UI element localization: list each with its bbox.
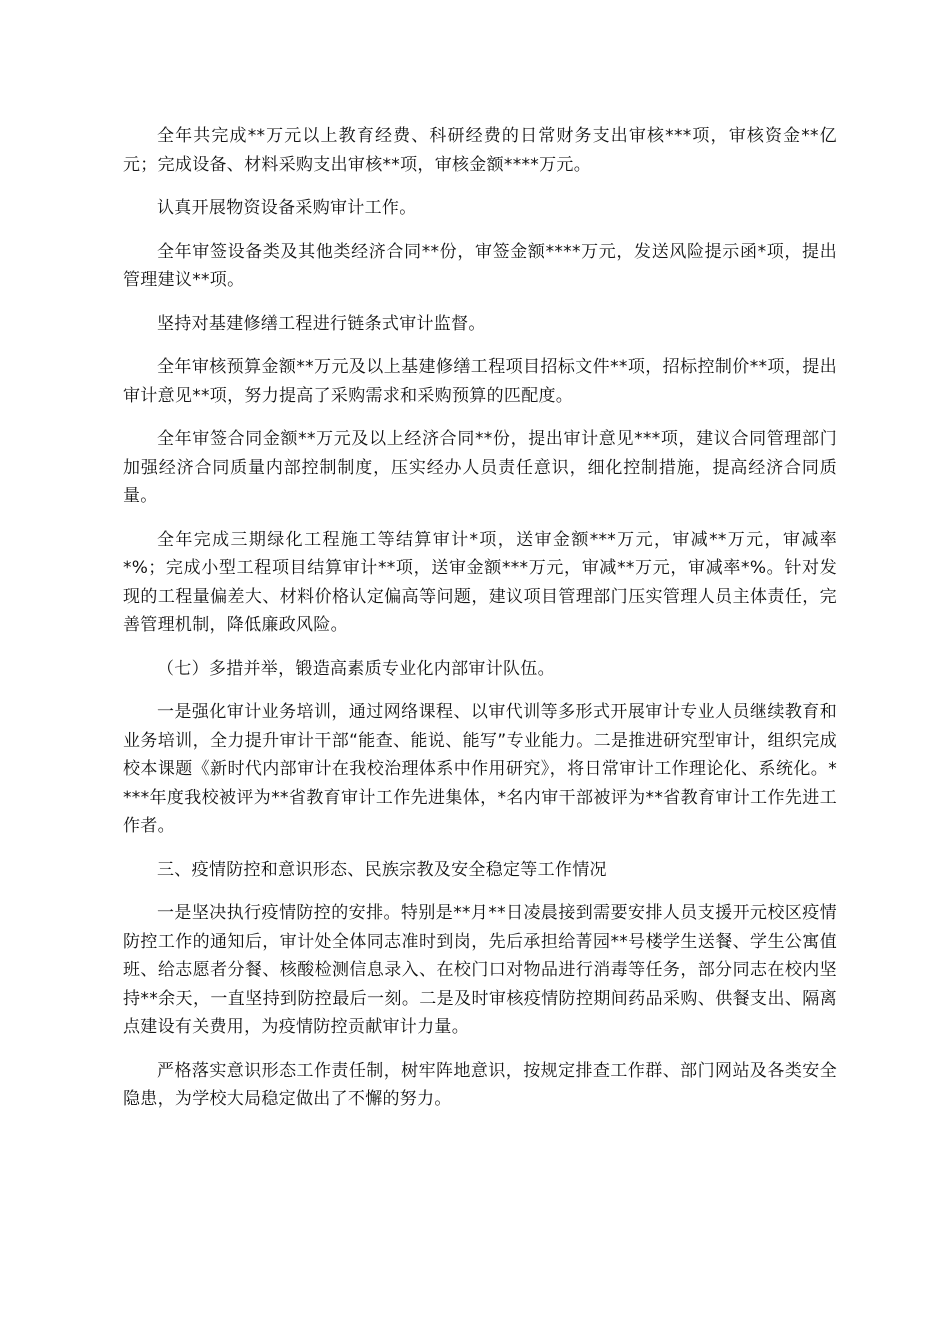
paragraph-contract-review: 全年审签设备类及其他类经济合同**份，审签金额****万元，发送风险提示函*项，提出管理建议**项。 xyxy=(123,241,837,290)
paragraph-ideology: 严格落实意识形态工作责任制，树牢阵地意识，按规定排查工作群、部门网站及各类安全隐患，为学校大局稳定做出了不懈的努力。 xyxy=(123,1060,837,1109)
paragraph-construction-heading: 坚持对基建修缮工程进行链条式审计监督。 xyxy=(157,313,486,334)
paragraph-training: 一是强化审计业务培训，通过网络课程、以审代训等多形式开展审计专业人员继续教育和业务培训，全力提升审计干部“能查、能说、能写”专业能力。二是推进研究型审计，组织完成校本课题《新时代内部审计在我校治理体系中作用研究》，将日常审计工作理论化、系统化。****年度我校被评为**省教育审计工作先进集体，*名内审干部被评为**省教育审计工作先进工作者。 xyxy=(123,702,837,836)
paragraph-audit-expenditure: 全年共完成**万元以上教育经费、科研经费的日常财务支出审核***项，审核资金**亿元；完成设备、材料采购支出审核**项，审核金额****万元。 xyxy=(123,126,837,175)
section-heading-team: （七）多措并举，锻造高素质专业化内部审计队伍。 xyxy=(157,658,555,679)
paragraph-epidemic-control: 一是坚决执行疫情防控的安排。特别是**月**日凌晨接到需要安排人员支援开元校区疫情防控工作的通知后，审计处全体同志准时到岗，先后承担给菁园**号楼学生送餐、学生公寓值班、给志愿者分餐、核酸检测信息录入、在校门口对物品进行消毒等任务，部分同志在校内坚持**余天，一直坚持到防控最后一刻。二是及时审核疫情防控期间药品采购、供餐支出、隔离点建设有关费用，为疫情防控贡献审计力量。 xyxy=(123,903,837,1037)
paragraph-contract-signing: 全年审签合同金额**万元及以上经济合同**份，提出审计意见***项，建议合同管理部门加强经济合同质量内部控制制度，压实经办人员责任意识，细化控制措施，提高经济合同质量。 xyxy=(123,429,837,506)
document-body xyxy=(123,122,837,1129)
section-heading-epidemic: 三、疫情防控和意识形态、民族宗教及安全稳定等工作情况 xyxy=(157,859,607,880)
paragraph-tender-review: 全年审核预算金额**万元及以上基建修缮工程项目招标文件**项，招标控制价**项，提出审计意见**项，努力提高了采购需求和采购预算的匹配度。 xyxy=(123,357,837,406)
paragraph-procurement-heading: 认真开展物资设备采购审计工作。 xyxy=(157,198,417,218)
paragraph-settlement-audit: 全年完成三期绿化工程施工等结算审计*项，送审金额***万元，审减**万元，审减率*%；完成小型工程项目结算审计**项，送审金额***万元，审减**万元，审减率*%。针对发现的工程量偏差大、材料价格认定偏高等问题，建议项目管理部门压实管理人员主体责任，完善管理机制，降低廉政风险。 xyxy=(123,529,837,635)
